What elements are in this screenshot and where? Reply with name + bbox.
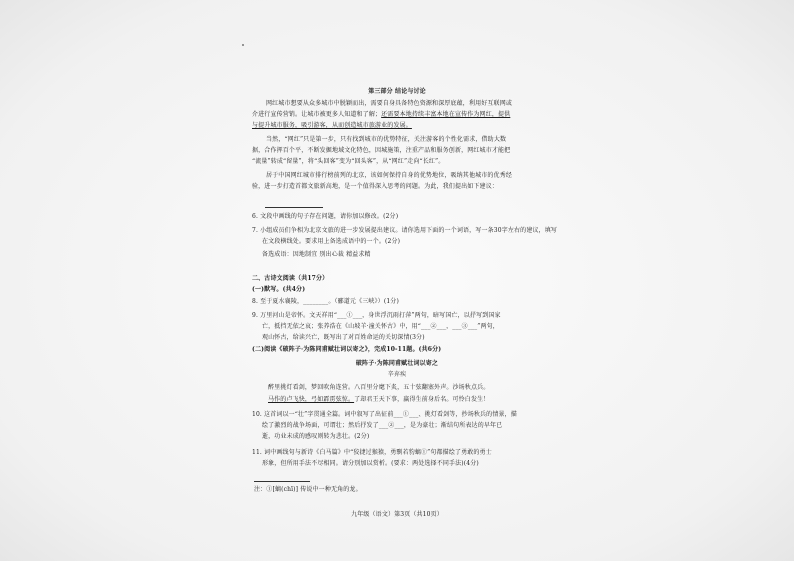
- poem-line2-rest: 了却君王天下事，赢得生前身后名。可怜白发生！: [354, 396, 490, 403]
- section2-heading: 二、古诗文阅读（共17分）: [252, 275, 329, 282]
- question-11-line1: 11. 词中画线句与新诗《白马篇》中“狡捷过猴猿，勇剽若豹螭①”句都描绘了勇敢的勇士: [252, 449, 492, 456]
- question-7-line1: 7. 小组成员们争相为北京文旅的进一步发展提出建议。请你选用下面的一个词语，写一条30字左右的建议，填写: [252, 227, 558, 234]
- part3-p3-line1: 居于中国网红城市排行榜前列的北京，该如何保持自身的优势地位，吸纳其他城市的优秀经: [266, 172, 513, 179]
- question-10-line2: 绘了激烈的战争场面，可谓壮；然后抒发了___②___，是为豪壮；渐结句所表达的早年已: [262, 422, 503, 429]
- question-10-line1: 10. 这首词以一“壮”字贯通全篇。词中叙写了出征前___①___、挑灯看剑等，抄场秋兵的情景，描: [252, 411, 517, 418]
- question-11-line2: 形象，但所用手法不尽相同。请分别加以赏析。(要求：两处选择不同手法)(4分): [262, 460, 479, 467]
- poem-underlined-line: 马作的卢飞快，弓如霹雳弦惊。: [268, 396, 355, 403]
- poem-author: 辛弃疾: [387, 371, 407, 378]
- poem-line1: 醉里挑灯看剑，梦回吹角连营。八百里分麾下炙，五十弦翻塞外声。沙场秋点兵。: [268, 384, 490, 391]
- part3-p1-line2: [252, 111, 510, 119]
- poem-title: 破阵子·为陈同甫赋壮词以寄之: [355, 360, 439, 367]
- scan-speck: [242, 44, 244, 46]
- footnote-divider: [254, 481, 310, 482]
- part3-heading: 第三部分 结论与讨论: [368, 88, 426, 95]
- question-7-idioms: 备选成语：因地制宜 别出心裁 精益求精: [262, 251, 371, 258]
- question-9-line1: 9. 万里河山是帝怀。文天祥用“___①___，身世浮沉雨打萍”两句，暗写国亡，以抒写到国家: [252, 312, 501, 319]
- question-6: 6. 文段中画线的句子存在问题，请你加以修改。(2分): [252, 213, 399, 220]
- part3-p2-line1: 当然，“网红”只是第一步，只有找到城市的优势特征，关注游客的个性化需求，借助大数: [266, 136, 507, 143]
- section2-dictation-heading: (一)默写。(共4分): [252, 286, 306, 293]
- footnote: 注：①[螭(chī)] 传说中一种无角的龙。: [254, 486, 362, 493]
- section2-poem-heading: (二)阅读《破阵子·为陈同甫赋壮词以寄之》，完成10-11题。(共6分): [252, 346, 442, 353]
- part3-p3-line2: 验，进一步打造首都文旅新高地，是一个值得深入思考的问题。为此，我们提出如下建议：: [252, 183, 499, 190]
- underlined-sentence-part1: 还需要本地持续丰富本地在宣传作为网红，提供: [381, 111, 511, 118]
- part3-p2-line2: 据，合作挥百个平，不断发掘地域文化特色，因城施策，注重产品和服务创新，网红城市才能把: [252, 147, 511, 154]
- part3-p1-line1: 网红城市想要从众多城市中脱颖而出，需要自身具备特色资源和深厚底蕴，利用好互联网或: [266, 100, 513, 107]
- part3-p1-line2-text: 介进行宣传营销。让城市被更多人知道和了解；: [252, 111, 382, 118]
- question-10-line3: 逝，功业未成的感叹则转为悲壮。(2分): [262, 433, 370, 440]
- question-7-line2: 在文段横线处。要求用上备选成语中的一个。(2分): [262, 238, 401, 245]
- question-9-line3: 观山怀古，给读兴亡，既写出了对百姓命运的关切深情(3分): [262, 334, 425, 341]
- part3-p2-line3: “流量”转成“留量”，将“头回客”变为“回头客”，从“网红”走向“长红”。: [252, 158, 445, 165]
- underlined-sentence-part2: 与提升城市服务，吸引游客，从而创造城市旅游业的发展。: [252, 122, 412, 129]
- poem-line2: [268, 396, 489, 404]
- question-8: 8. 至于夏水襄陵，________。（郦道元《三峡》）(1分): [252, 298, 399, 305]
- question-9-line2: 亡，抵挡无依之哀；张养浩在《山坡羊·潼关怀古》中，用“___②___，___③___”两句，: [262, 323, 499, 330]
- page-footer: 九年级（语文）第3页（共10页）: [351, 511, 443, 518]
- suggestion-blank-line: [265, 207, 323, 208]
